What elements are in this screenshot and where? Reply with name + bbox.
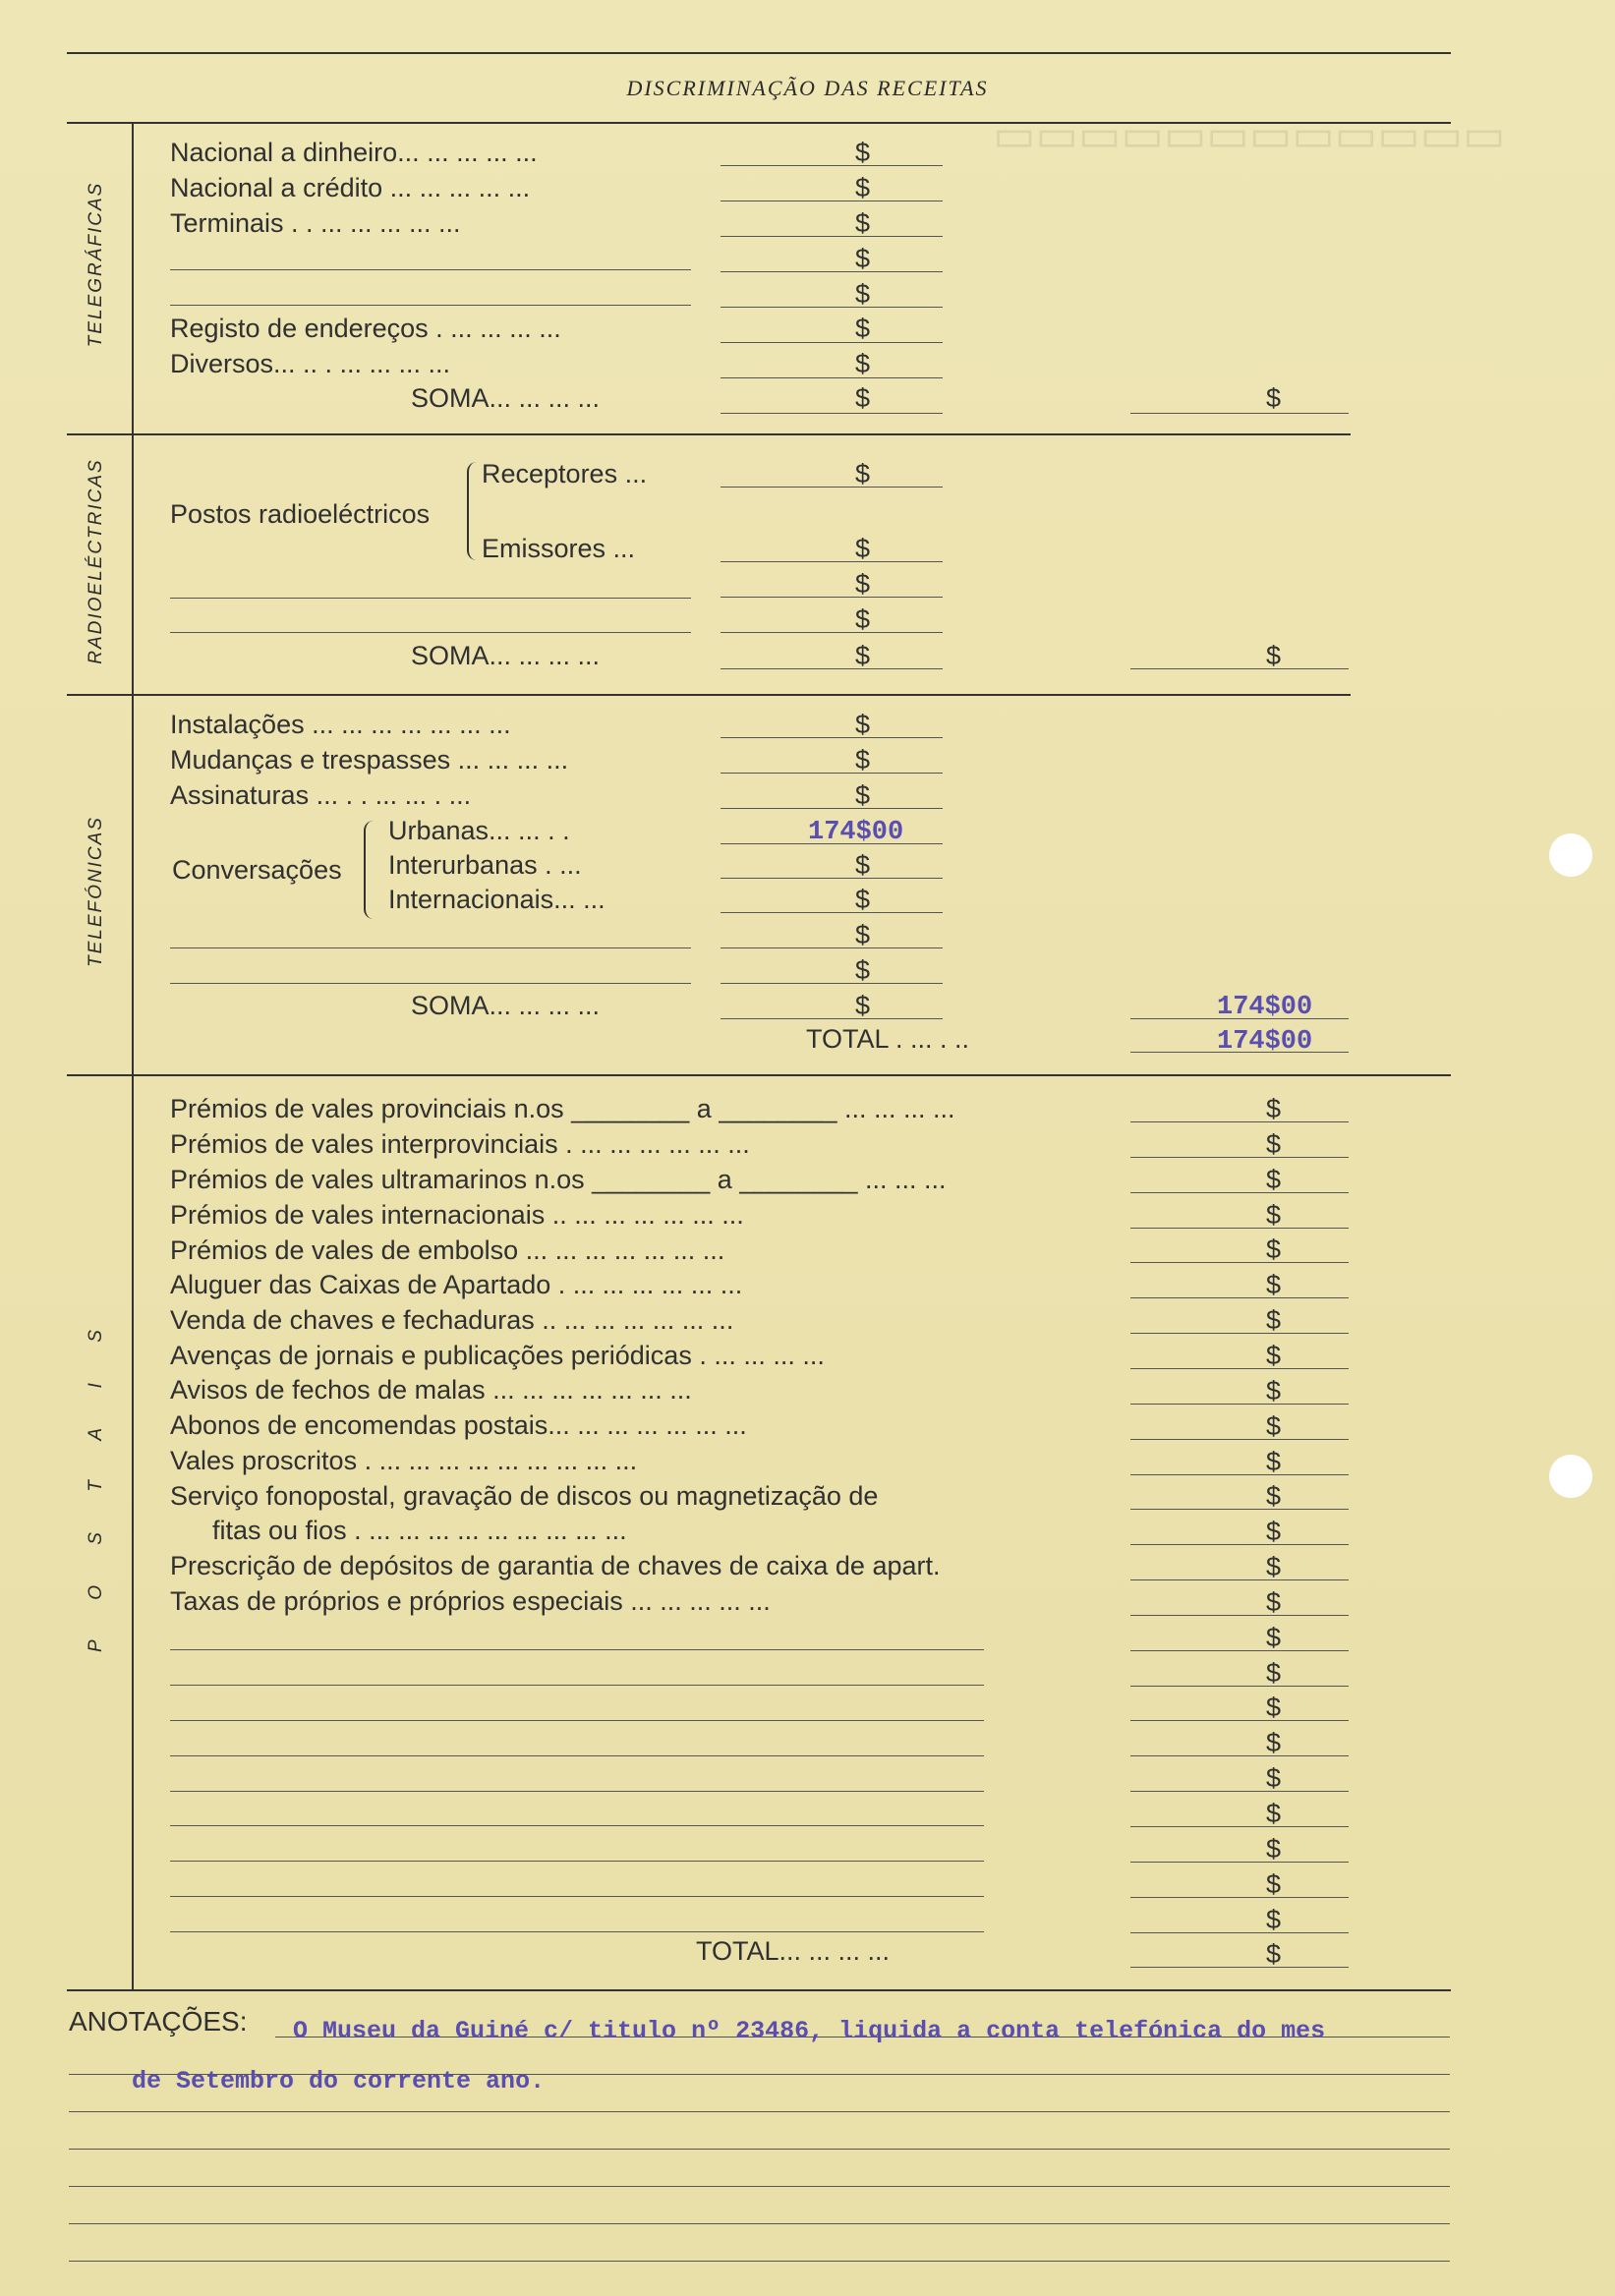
currency-symbol: $ [1266,1623,1282,1652]
row-avisos-fechos: Avisos de fechos de malas ... ... ... ... ... ... ... [170,1375,692,1405]
row-total-postais: TOTAL... ... ... ... [696,1936,891,1966]
section-label-telegraficas: TELEGRÁFICAS [86,181,106,348]
amount-field[interactable] [1130,1791,1349,1792]
currency-symbol: $ [1266,1165,1282,1194]
row-urbanas: Urbanas... ... . . [388,816,570,845]
row-terminais: Terminais . . ... ... ... ... ... [170,208,461,238]
currency-symbol: $ [1266,1341,1282,1370]
amount-field[interactable] [1130,1333,1349,1334]
currency-symbol: $ [1266,1939,1282,1969]
row-taxas-proprios: Taxas de próprios e próprios especiais ... ... ... ... ... [170,1586,771,1616]
row-premios-ultramarinos: Prémios de vales ultramarinos n.os ________ a ________ ... ... ... [170,1165,947,1194]
row-prescricao-depositos: Prescrição de depósitos de garantia de chaves de caixa de apart. [170,1551,941,1580]
amount-field[interactable] [1130,1297,1349,1298]
currency-symbol: $ [855,780,871,810]
currency-symbol: $ [855,173,871,202]
amount-field[interactable] [1130,1157,1349,1158]
row-diversos: Diversos... .. . ... ... ... ... [170,349,451,378]
section-separator [67,1074,1451,1076]
currency-symbol: $ [1266,1376,1282,1406]
amount-field[interactable] [721,561,943,562]
annotation-text-line2: de Setembro do corrente ano. [132,2067,546,2095]
amount-field[interactable] [1130,1967,1349,1968]
currency-symbol: $ [855,710,871,739]
blank-line [170,1896,984,1897]
amount-field[interactable] [1130,1686,1349,1687]
amount-field[interactable] [721,413,943,414]
blank-line [170,1649,984,1650]
currency-symbol: $ [1266,1905,1282,1934]
section-separator [67,694,1351,696]
currency-symbol: $ [855,208,871,238]
section-separator [67,433,1351,435]
blank-line [170,947,691,948]
row-premios-interprovinciais: Prémios de vales interprovinciais . ... ... ... ... ... ... [170,1129,750,1159]
currency-symbol: $ [855,955,871,985]
currency-symbol: $ [855,383,871,413]
row-assinaturas: Assinaturas ... . . ... ... . ... [170,780,472,810]
row-avencas-jornais: Avenças de jornais e publicações periódicas . ... ... ... ... [170,1341,825,1370]
annotation-line[interactable] [69,2261,1450,2262]
blank-line [170,1825,984,1826]
currency-symbol: $ [855,991,871,1020]
row-instalacoes: Instalações ... ... ... ... ... ... ... [170,710,511,739]
row-interurbanas: Interurbanas . ... [388,850,582,880]
blank-line [170,632,691,633]
row-conversacoes: Conversações [172,855,342,885]
amount-field[interactable] [721,912,943,913]
amount-field[interactable] [721,632,943,633]
amount-field[interactable] [1130,1544,1349,1545]
row-premios-internacionais: Prémios de vales internacionais .. ... ... ... ... ... ... [170,1200,744,1230]
row-soma-telegraficas: SOMA... ... ... ... [411,383,601,413]
currency-symbol: $ [1266,383,1282,413]
currency-symbol: $ [855,604,871,634]
annotation-text-line1: O Museu da Guiné c/ titulo nº 23486, liquida a conta telefónica do mes [293,2017,1326,2045]
row-emissores: Emissores ... [482,534,636,563]
section-total-field[interactable] [1130,413,1349,414]
currency-symbol: $ [855,279,871,309]
amount-field[interactable] [721,487,943,488]
row-receptores: Receptores ... [482,459,648,488]
blank-line [170,598,691,599]
currency-symbol: $ [855,314,871,343]
section-label-radioelectricas: RADIOELÉCTRICAS [86,458,106,664]
currency-symbol: $ [855,850,871,880]
amount-field[interactable] [721,236,943,237]
row-soma-radio: SOMA... ... ... ... [411,641,601,670]
handwritten-total-amount: 174$00 [1217,1027,1313,1057]
currency-symbol: $ [855,244,871,273]
currency-symbol: $ [855,569,871,599]
amount-field[interactable] [1130,1228,1349,1229]
amount-field[interactable] [721,271,943,272]
currency-symbol: $ [1266,1305,1282,1335]
amount-field[interactable] [1130,1579,1349,1580]
currency-symbol: $ [1266,1799,1282,1828]
header-bottom-rule [67,122,1451,124]
currency-symbol: $ [855,885,871,914]
handwritten-soma-amount: 174$00 [1217,993,1313,1022]
row-vales-proscritos: Vales proscritos . ... ... ... ... ... ... ... ... ... [170,1446,638,1475]
amount-field[interactable] [1130,1932,1349,1933]
currency-symbol: $ [1266,1481,1282,1511]
amount-field[interactable] [1130,1897,1349,1898]
amount-field[interactable] [721,983,943,984]
top-rule [67,52,1451,54]
amount-field[interactable] [721,597,943,598]
amount-field[interactable] [1130,1509,1349,1510]
row-nacional-dinheiro: Nacional a dinheiro... ... ... ... ... [170,138,538,167]
blank-line [170,305,691,306]
row-mudancas-trespasses: Mudanças e trespasses ... ... ... ... [170,745,569,775]
row-servico-fonopostal: Serviço fonopostal, gravação de discos ou magnetização de [170,1481,879,1511]
amount-field[interactable] [1130,1262,1349,1263]
currency-symbol: $ [1266,1834,1282,1864]
section-label-postais: P O S T A I S [86,1312,106,1652]
label-column-border [132,122,134,1989]
row-registo-enderecos: Registo de endereços . ... ... ... ... [170,314,561,343]
amount-field[interactable] [721,878,943,879]
amount-field[interactable] [1130,1755,1349,1756]
section-label-telefonicas: TELEFÓNICAS [86,816,106,967]
currency-symbol: $ [855,745,871,775]
blank-line [170,269,691,270]
amount-field[interactable] [1130,1404,1349,1405]
amount-field[interactable] [1130,1650,1349,1651]
amount-field[interactable] [1130,1439,1349,1440]
amount-field[interactable] [1130,1826,1349,1827]
currency-symbol: $ [1266,1517,1282,1546]
annotation-line[interactable] [69,2149,1450,2150]
annotation-line[interactable] [69,2111,1450,2112]
amount-field[interactable] [721,668,943,669]
currency-symbol: $ [1266,1658,1282,1688]
row-venda-chaves: Venda de chaves e fechaduras .. ... ... ... ... ... ... [170,1305,734,1335]
punch-hole-top [1549,833,1592,877]
annotation-line[interactable] [69,2186,1450,2187]
blank-line [170,1685,984,1686]
amount-field[interactable] [721,808,943,809]
currency-symbol: $ [1266,1129,1282,1159]
amount-field[interactable] [1130,1121,1349,1122]
amount-field[interactable] [721,737,943,738]
currency-symbol: $ [1266,1587,1282,1617]
amount-field[interactable] [721,1018,943,1019]
currency-symbol: $ [1266,1447,1282,1476]
currency-symbol: $ [1266,1728,1282,1757]
currency-symbol: $ [1266,1763,1282,1793]
row-aluguer-caixas: Aluguer das Caixas de Apartado . ... ... ... ... ... ... [170,1270,743,1299]
amount-field[interactable] [1130,1368,1349,1369]
brace [467,462,479,560]
amount-field[interactable] [1130,1720,1349,1721]
currency-symbol: $ [855,920,871,949]
row-postos-radioelectricos: Postos radioeléctricos [170,499,431,529]
bleed-through-decoration: ▭▭▭▭▭▭▭▭▭▭▭▭ [993,109,1506,160]
anotacoes-label: ANOTAÇÕES: [69,2006,248,2037]
currency-symbol: $ [1266,641,1282,670]
handwritten-urbanas-amount: 174$00 [808,818,904,847]
amount-field[interactable] [721,307,943,308]
row-premios-embolso: Prémios de vales de embolso ... ... ... ... ... ... ... [170,1235,725,1265]
currency-symbol: $ [1266,1411,1282,1441]
amount-field[interactable] [721,377,943,378]
annotation-line[interactable] [69,2223,1450,2224]
row-abonos-encomendas: Abonos de encomendas postais... ... ... ... ... ... ... [170,1410,747,1440]
amount-field[interactable] [721,947,943,948]
blank-line [170,1755,984,1756]
currency-symbol: $ [855,349,871,378]
currency-symbol: $ [1266,1200,1282,1230]
brace [364,821,375,919]
page-title: DISCRIMINAÇÃO DAS RECEITAS [626,76,989,100]
blank-line [170,983,691,984]
amount-field[interactable] [721,342,943,343]
blank-line [170,1720,984,1721]
row-total-telefonicas: TOTAL . ... . .. [806,1024,970,1054]
currency-symbol: $ [1266,1234,1282,1264]
currency-symbol: $ [855,138,871,167]
amount-field[interactable] [1130,1615,1349,1616]
currency-symbol: $ [1266,1869,1282,1899]
row-fitas-fios: fitas ou fios . ... ... ... ... ... ... ... ... ... [212,1516,627,1545]
blank-line [170,1931,984,1932]
row-internacionais: Internacionais... ... [388,885,606,914]
amount-field[interactable] [1130,1474,1349,1475]
currency-symbol: $ [855,534,871,563]
currency-symbol: $ [1266,1270,1282,1299]
amount-field[interactable] [1130,1862,1349,1863]
section-total-field[interactable] [1130,668,1349,669]
currency-symbol: $ [1266,1552,1282,1581]
row-premios-provinciais: Prémios de vales provinciais n.os ________ a ________ ... ... ... ... [170,1094,955,1123]
punch-hole-bottom [1549,1455,1592,1498]
blank-line [170,1861,984,1862]
blank-line [170,1791,984,1792]
row-soma-telefonicas: SOMA... ... ... ... [411,991,601,1020]
amount-field[interactable] [1130,1192,1349,1193]
currency-symbol: $ [1266,1693,1282,1722]
currency-symbol: $ [855,641,871,670]
row-nacional-credito: Nacional a crédito ... ... ... ... ... [170,173,531,202]
currency-symbol: $ [855,459,871,488]
currency-symbol: $ [1266,1094,1282,1123]
amount-field[interactable] [721,773,943,774]
amount-field[interactable] [721,165,943,166]
section-separator [67,1989,1451,1991]
